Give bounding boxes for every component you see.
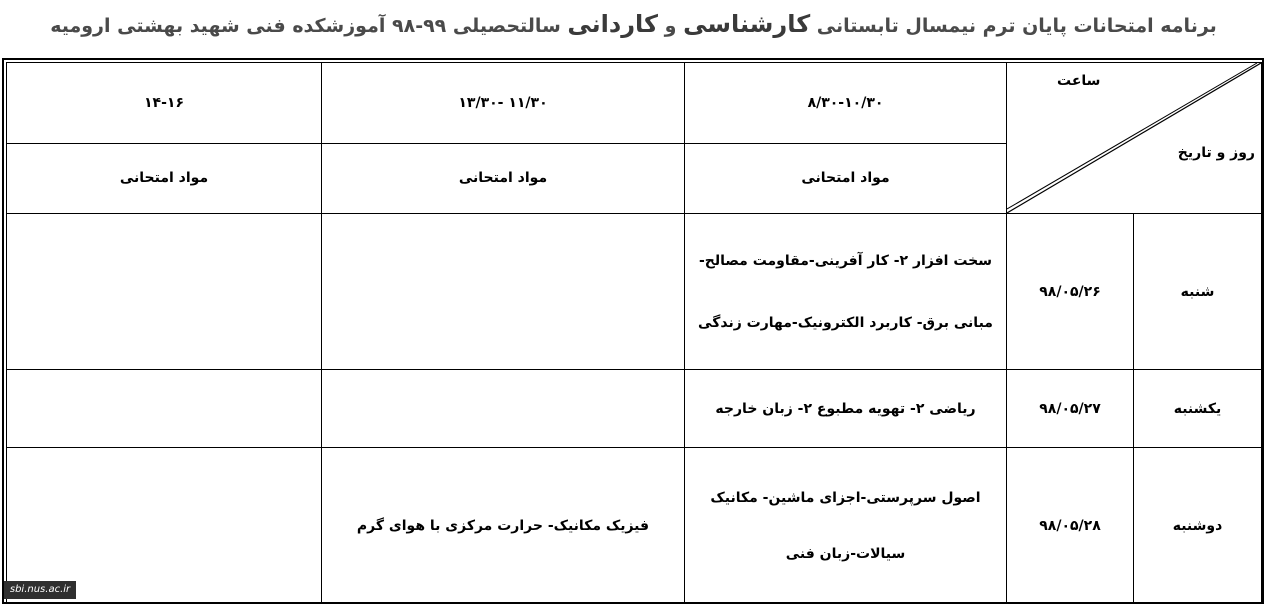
title-associate: کاردانی xyxy=(567,10,659,38)
header-time-label: ساعت xyxy=(1057,73,1101,89)
exam-subjects-line: سیالات-زبان فنی xyxy=(785,545,906,562)
watermark-badge: sbi.nus.ac.ir xyxy=(4,581,76,599)
exam-subjects-line: مبانی برق- کاربرد الکترونیک-مهارت زندگی xyxy=(698,314,993,331)
table-row xyxy=(7,448,1262,604)
header-slot3-time: ۱۴-۱۶ xyxy=(7,63,322,144)
exam-subjects-line: اصول سرپرستی-اجزای ماشین- مکانیک xyxy=(710,489,981,506)
date-cell: ۹۸/۰۵/۲۶ xyxy=(1007,214,1134,370)
exam-cell-slot3 xyxy=(7,370,322,448)
exam-cell-slot3 xyxy=(7,214,322,370)
title-bachelor: کارشناسی xyxy=(683,10,811,38)
exam-schedule-table xyxy=(6,62,1262,604)
exam-cell-slot1: ریاضی ۲- تهویه مطبوع ۲- زبان خارجه xyxy=(685,370,1007,448)
header-slot1-time: ۸/۳۰-۱۰/۳۰ xyxy=(685,63,1007,144)
diagonal-line xyxy=(1007,63,1261,213)
header-slot2-subtitle: مواد امتحانی xyxy=(322,143,685,213)
day-cell: دوشنبه xyxy=(1134,448,1262,604)
exam-cell-slot2 xyxy=(322,214,685,370)
table-row xyxy=(7,370,1262,448)
title-conjunction: و xyxy=(664,15,677,37)
exam-cell-slot1 xyxy=(685,448,1007,604)
exam-subjects-line: سخت افزار ۲- کار آفرینی-مقاومت مصالح- xyxy=(698,252,993,269)
header-slot3-subtitle: مواد امتحانی xyxy=(7,143,322,213)
header-day-date-label: روز و تاریخ xyxy=(1177,145,1255,161)
header-slot2-time: ۱۱/۳۰ -۱۳/۳۰ xyxy=(322,63,685,144)
header-slot1-subtitle: مواد امتحانی xyxy=(685,143,1007,213)
day-cell: یکشنبه xyxy=(1134,370,1262,448)
exam-cell-slot2 xyxy=(322,370,685,448)
header-time-row xyxy=(7,63,1262,144)
table-row xyxy=(7,214,1262,370)
exam-cell-slot1 xyxy=(685,214,1007,370)
date-cell: ۹۸/۰۵/۲۸ xyxy=(1007,448,1134,604)
day-cell: شنبه xyxy=(1134,214,1262,370)
exam-cell-slot2: فیزیک مکانیک- حرارت مرکزی با هوای گرم xyxy=(322,448,685,604)
title-part2: سالتحصیلی ۹۹-۹۸ آموزشکده فنی شهید بهشتی ارومیه xyxy=(50,15,561,37)
title-part1: برنامه امتحانات پایان ترم نیمسال تابستانی xyxy=(816,15,1217,37)
header-corner-cell xyxy=(1007,63,1262,214)
page-title xyxy=(0,4,1267,44)
date-cell: ۹۸/۰۵/۲۷ xyxy=(1007,370,1134,448)
